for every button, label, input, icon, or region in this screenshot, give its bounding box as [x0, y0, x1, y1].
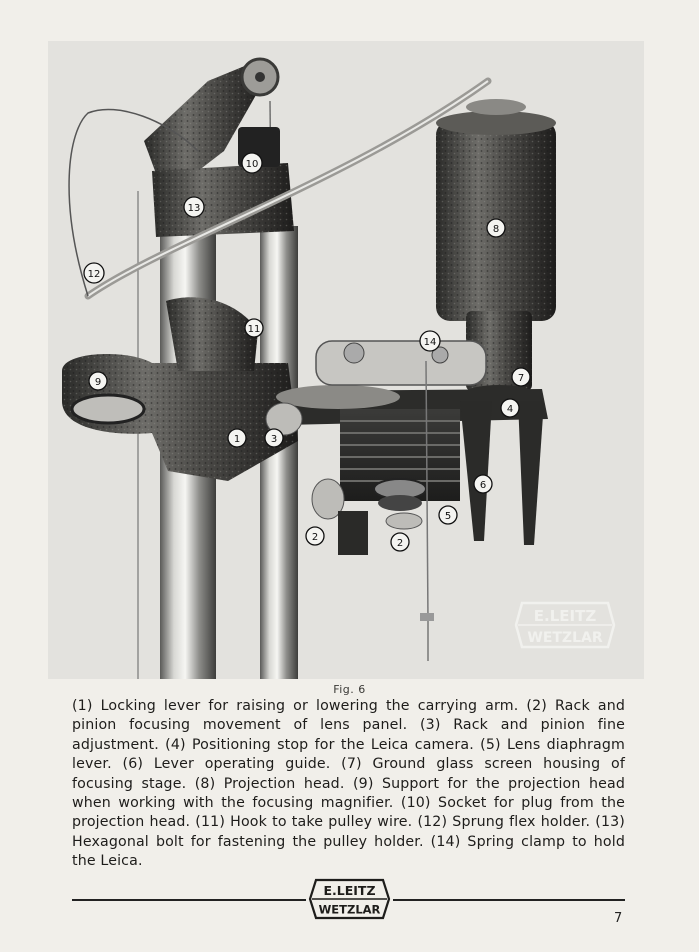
- svg-text:E.LEITZ: E.LEITZ: [533, 607, 597, 625]
- svg-text:9: 9: [94, 377, 102, 388]
- callout-14: [420, 331, 440, 351]
- callout-8: [487, 219, 505, 237]
- callout-12: [84, 263, 104, 283]
- svg-text:14: 14: [423, 337, 437, 348]
- callout-1: [228, 429, 246, 447]
- svg-text:7: 7: [517, 373, 525, 384]
- callout-6: [474, 475, 492, 493]
- svg-text:11: 11: [247, 324, 261, 335]
- leitz-logo: [306, 878, 393, 922]
- svg-text:13: 13: [187, 203, 201, 214]
- figure-label: Fig. 6: [333, 683, 366, 696]
- callout-13: [184, 197, 204, 217]
- svg-text:12: 12: [87, 269, 101, 280]
- callout-2a: [306, 527, 324, 545]
- svg-text:3: 3: [270, 434, 278, 445]
- callout-3: [265, 429, 283, 447]
- focus-knob-bottom: [386, 513, 422, 529]
- figure-caption: (1) Locking lever for raising or lowering the carrying arm. (2) Rack and pinion focusing movement of lens panel. (3) Rack and pinion fine adjustment. (4) Positioning stop for the Leica camera. (5) Lens diaphragm lever. (6) Lever operating guide. (7) Ground glass screen housing of focusing stage. (8) Projection head. (9) Support for the projection head when working with the focusing magnifier. (10) Socket for plug from the projection head. (11) Hook to take pulley wire. (12) Sprung flex holder. (13) Hexagonal bolt for fastening the pulley holder. (14) Spring clamp to hold the Leica.: [72, 698, 625, 870]
- svg-text:6: 6: [479, 480, 487, 491]
- svg-text:4: 4: [506, 404, 514, 415]
- enlarger-illustration: [48, 41, 644, 679]
- svg-text:2: 2: [396, 538, 404, 549]
- callout-10: [242, 153, 262, 173]
- svg-text:2: 2: [311, 532, 319, 543]
- footer-rule-left: [72, 899, 306, 901]
- svg-text:10: 10: [245, 159, 259, 170]
- svg-text:WETZLAR: WETZLAR: [527, 630, 603, 646]
- figure-photograph: [48, 41, 644, 679]
- svg-text:1: 1: [233, 434, 241, 445]
- leica-camera: [316, 341, 486, 385]
- svg-text:5: 5: [444, 511, 452, 522]
- svg-text:E.LEITZ: E.LEITZ: [323, 883, 376, 898]
- callout-11: [245, 319, 263, 337]
- callout-9: [89, 372, 107, 390]
- callout-4: [501, 399, 519, 417]
- callout-5: [439, 506, 457, 524]
- callout-2b: [391, 533, 409, 551]
- svg-text:8: 8: [492, 224, 500, 235]
- footer-rule-right: [393, 899, 625, 901]
- callout-7: [512, 368, 530, 386]
- page-number: 7: [614, 911, 623, 926]
- svg-text:WETZLAR: WETZLAR: [318, 902, 381, 917]
